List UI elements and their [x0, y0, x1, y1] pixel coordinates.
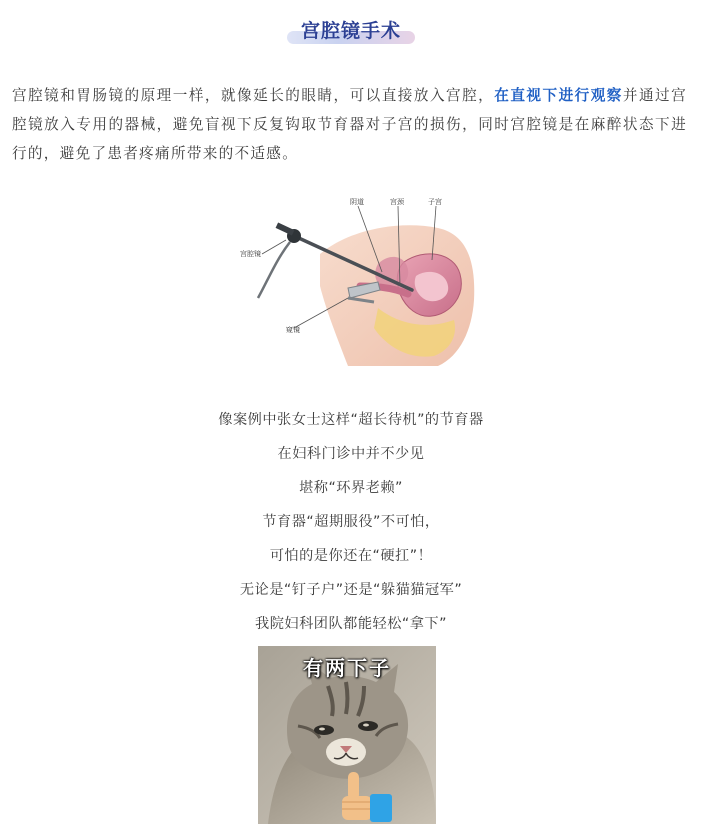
verse-line: 堪称“环界老赖”: [299, 480, 403, 496]
label-uterus: 子宫: [428, 198, 442, 206]
meme-caption: 有两下子: [303, 656, 391, 680]
section-title-wrap: [0, 18, 702, 44]
label-cervix: 宫颈: [390, 198, 404, 206]
verse-line: 无论是“钉子户”还是“躲猫猫冠军”: [239, 582, 463, 598]
verse-list: [0, 403, 702, 641]
section-title-text: 宫腔镜手术: [300, 20, 401, 42]
label-vagina: 阴道: [350, 198, 364, 206]
verse-line: 在妇科门诊中并不少见: [277, 446, 425, 462]
verse-line: 像案例中张女士这样“超长待机”的节育器: [218, 412, 484, 428]
verse-line: 可怕的是你还在“硬扛”！: [269, 548, 433, 564]
label-speculum: 窥镜: [286, 326, 300, 334]
intro-highlight: 在直视下进行观察: [494, 87, 623, 104]
verse-line: 节育器“超期服役”不可怕，: [262, 514, 440, 530]
hysteroscopy-diagram: [228, 190, 476, 366]
intro-text-after: 并通过宫腔镜放入专用的器械，避免盲视下反复钩取节育器对子宫的损伤，同时宫腔镜是在麻醉状态下进行的，避免了患者疼痛所带来的不适感。: [12, 87, 687, 162]
cat-meme-image: [258, 646, 436, 824]
anatomy-illustration-icon: [228, 190, 476, 366]
label-hysteroscope: 宫腔镜: [240, 250, 261, 258]
intro-text-before: 宫腔镜和胃肠镜的原理一样，就像延长的眼睛，可以直接放入宫腔，: [12, 87, 495, 104]
verse-line: 我院妇科团队都能轻松“拿下”: [255, 616, 447, 632]
section-title: [297, 18, 405, 44]
intro-paragraph: [12, 81, 687, 168]
